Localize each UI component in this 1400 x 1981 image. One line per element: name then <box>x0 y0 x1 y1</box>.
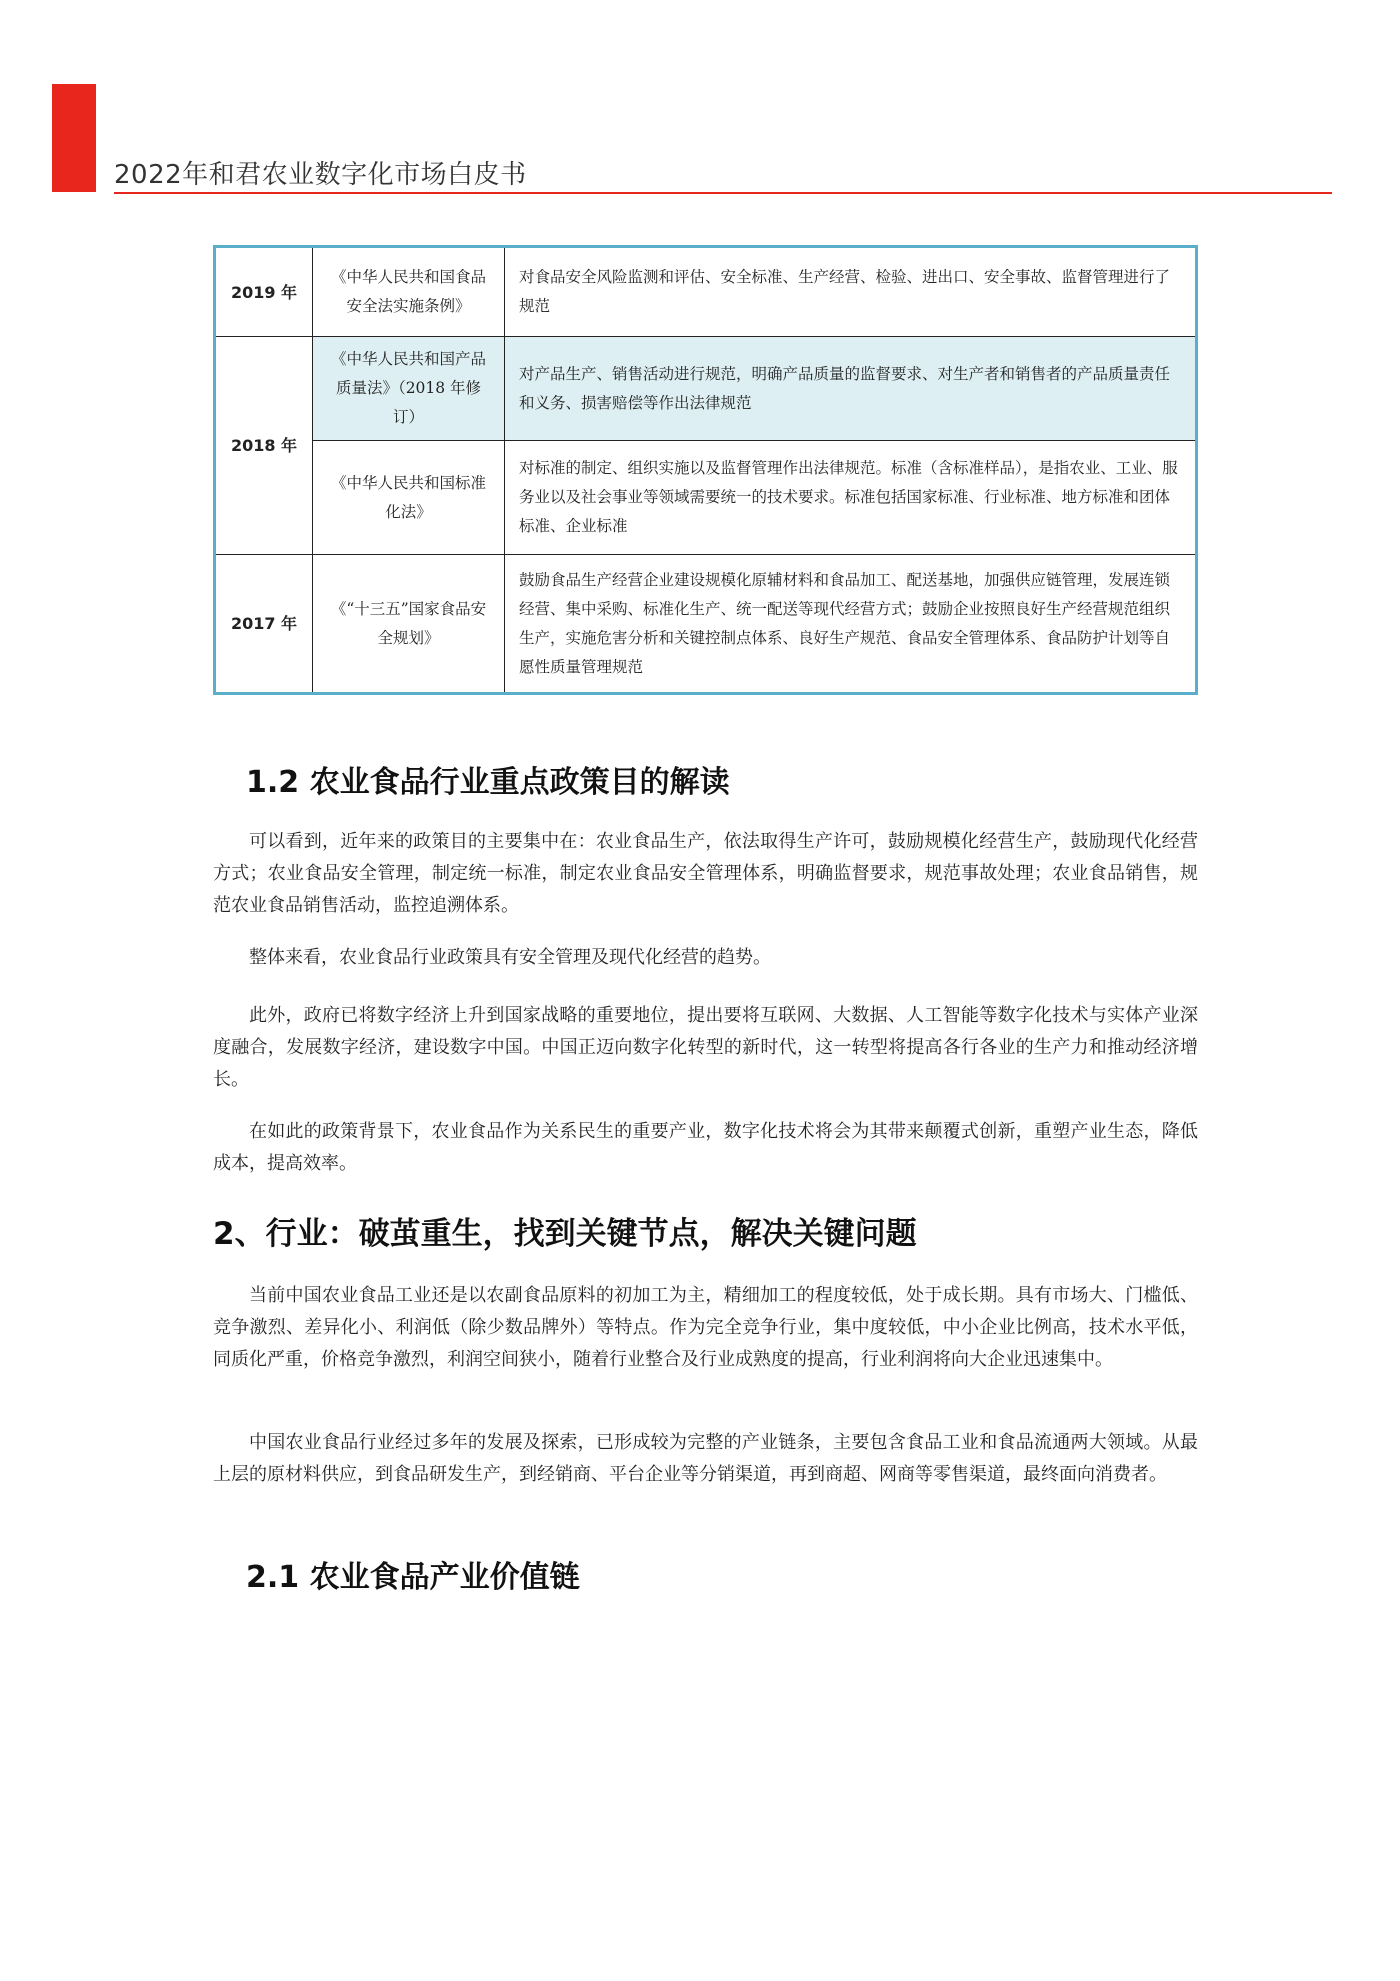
section-heading-1-2: 1.2 农业食品行业重点政策目的解读 <box>246 765 730 800</box>
table-row <box>215 441 1197 555</box>
law-description-cell: 对标准的制定、组织实施以及监督管理作出法律规范。标准（含标准样品），是指农业、工业、服务业以及社会事业等领域需要统一的技术要求。标准包括国家标准、行业标准、地方标准和团体标准、企业标准 <box>505 441 1197 555</box>
paragraph: 中国农业食品行业经过多年的发展及探索，已形成较为完整的产业链条，主要包含食品工业和食品流通两大领域。从最上层的原材料供应，到食品研发生产，到经销商、平台企业等分销渠道，再到商超、网商等零售渠道，最终面向消费者。 <box>213 1432 1198 1485</box>
table-row <box>215 337 1197 441</box>
document-title: 2022年和君农业数字化市场白皮书 <box>114 160 527 190</box>
law-name-cell: 《中华人民共和国产品质量法》（2018 年修订） <box>313 337 505 441</box>
year-cell: 2019 年 <box>215 247 313 337</box>
table-row <box>215 555 1197 694</box>
paragraph: 整体来看，农业食品行业政策具有安全管理及现代化经营的趋势。 <box>249 947 771 968</box>
law-description-cell: 对产品生产、销售活动进行规范，明确产品质量的监督要求、对生产者和销售者的产品质量责任和义务、损害赔偿等作出法律规范 <box>505 337 1197 441</box>
year-cell: 2018 年 <box>215 337 313 555</box>
policy-table <box>213 245 1198 695</box>
law-description-cell: 对食品安全风险监测和评估、安全标准、生产经营、检验、进出口、安全事故、监督管理进行了规范 <box>505 247 1197 337</box>
section-heading-2-1: 2.1 农业食品产业价值链 <box>246 1560 580 1595</box>
paragraph: 当前中国农业食品工业还是以农副食品原料的初加工为主，精细加工的程度较低，处于成长期。具有市场大、门槛低、竞争激烈、差异化小、利润低（除少数品牌外）等特点。作为完全竞争行业，集中度较低，中小企业比例高，技术水平低，同质化严重，价格竞争激烈，利润空间狭小，随着行业整合及行业成熟度的提高，行业利润将向大企业迅速集中。 <box>213 1285 1198 1370</box>
paragraph: 在如此的政策背景下，农业食品作为关系民生的重要产业，数字化技术将会为其带来颠覆式创新，重塑产业生态，降低成本，提高效率。 <box>213 1121 1198 1174</box>
law-name-cell: 《中华人民共和国食品安全法实施条例》 <box>313 247 505 337</box>
law-description-cell: 鼓励食品生产经营企业建设规模化原辅材料和食品加工、配送基地，加强供应链管理，发展连锁经营、集中采购、标准化生产、统一配送等现代经营方式；鼓励企业按照良好生产经营规范组织生产，实施危害分析和关键控制点体系、良好生产规范、食品安全管理体系、食品防护计划等自愿性质量管理规范 <box>505 555 1197 694</box>
section-heading-2: 2、行业：破茧重生，找到关键节点，解决关键问题 <box>213 1216 917 1252</box>
year-cell: 2017 年 <box>215 555 313 694</box>
header-accent-bar <box>52 84 96 192</box>
header-divider <box>114 192 1332 194</box>
paragraph: 可以看到，近年来的政策目的主要集中在：农业食品生产，依法取得生产许可，鼓励规模化经营生产，鼓励现代化经营方式；农业食品安全管理，制定统一标准，制定农业食品安全管理体系，明确监督要求，规范事故处理；农业食品销售，规范农业食品销售活动，监控追溯体系。 <box>213 831 1198 916</box>
table-row <box>215 247 1197 337</box>
law-name-cell: 《“十三五”国家食品安全规划》 <box>313 555 505 694</box>
paragraph: 此外，政府已将数字经济上升到国家战略的重要地位，提出要将互联网、大数据、人工智能等数字化技术与实体产业深度融合，发展数字经济，建设数字中国。中国正迈向数字化转型的新时代，这一转型将提高各行各业的生产力和推动经济增长。 <box>213 1005 1198 1090</box>
law-name-cell: 《中华人民共和国标准化法》 <box>313 441 505 555</box>
